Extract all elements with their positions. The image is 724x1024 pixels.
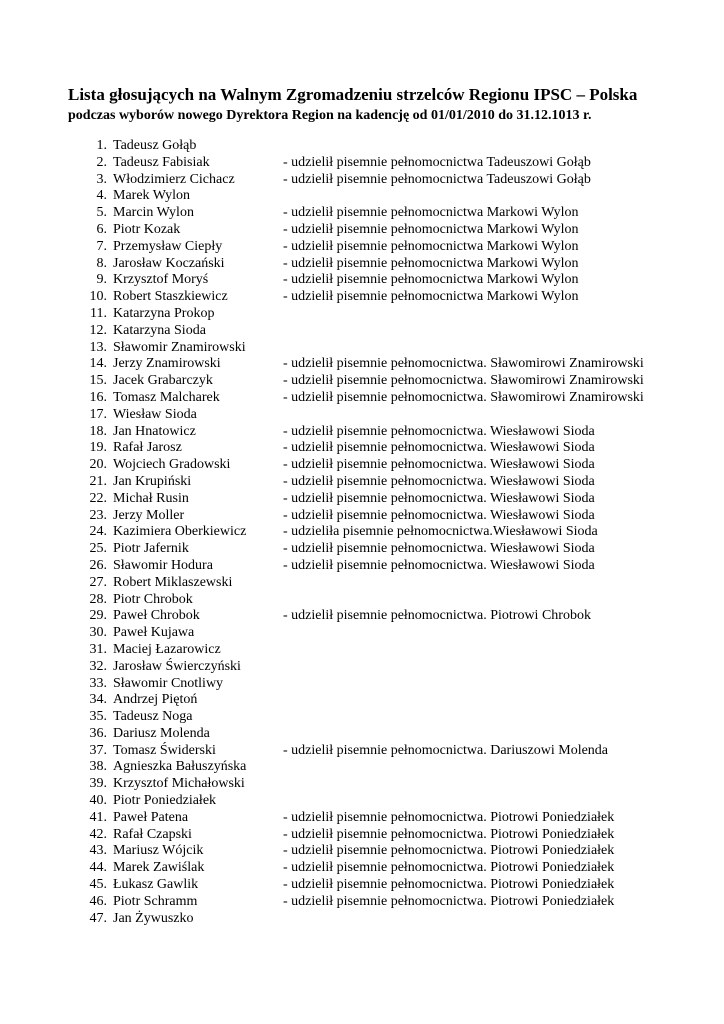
list-item-number: 31. bbox=[89, 641, 107, 657]
proxy-note: - udzielił pisemnie pełnomocnictwa. Piotrowi Poniedziałek bbox=[283, 860, 615, 876]
list-item-number: 7. bbox=[96, 238, 107, 254]
list-item-number: 10. bbox=[89, 289, 107, 305]
voter-name: Sławomir Znamirowski bbox=[113, 339, 246, 355]
list-item bbox=[0, 340, 724, 357]
list-item-number: 13. bbox=[89, 339, 107, 355]
list-item-number: 30. bbox=[89, 625, 107, 641]
list-item-number: 25. bbox=[89, 541, 107, 557]
voter-name: Jerzy Moller bbox=[113, 507, 185, 523]
list-item bbox=[0, 743, 724, 760]
voter-name: Wiesław Sioda bbox=[113, 406, 197, 422]
list-item bbox=[0, 424, 724, 441]
voter-name: Łukasz Gawlik bbox=[113, 877, 199, 893]
voter-name: Rafał Czapski bbox=[113, 826, 192, 842]
list-item bbox=[0, 457, 724, 474]
list-item bbox=[0, 222, 724, 239]
voter-name: Sławomir Hodura bbox=[113, 557, 213, 573]
list-item-number: 37. bbox=[89, 742, 107, 758]
list-item bbox=[0, 239, 724, 256]
proxy-note: - udzielił pisemnie pełnomocnictwa Markowi Wylon bbox=[283, 289, 579, 305]
proxy-note: - udzielił pisemnie pełnomocnictwa. Wiesławowi Sioda bbox=[283, 490, 595, 506]
proxy-note: - udzielił pisemnie pełnomocnictwa Markowi Wylon bbox=[283, 205, 579, 221]
list-item bbox=[0, 843, 724, 860]
voter-name: Paweł Kujawa bbox=[113, 625, 195, 641]
proxy-note: - udzielił pisemnie pełnomocnictwa. Wiesławowi Sioda bbox=[283, 541, 595, 557]
document-subtitle: podczas wyborów nowego Dyrektora Region na kadencję od 01/01/2010 do 31.12.1013 r. bbox=[68, 108, 592, 123]
proxy-note: - udzielił pisemnie pełnomocnictwa Tadeuszowi Gołąb bbox=[283, 171, 591, 187]
proxy-note: - udzielił pisemnie pełnomocnictwa Markowi Wylon bbox=[283, 221, 579, 237]
list-item-number: 39. bbox=[89, 776, 107, 792]
voter-name: Maciej Łazarowicz bbox=[113, 641, 221, 657]
list-item bbox=[0, 256, 724, 273]
voter-name: Agnieszka Bałuszyńska bbox=[113, 759, 247, 775]
list-item-number: 28. bbox=[89, 591, 107, 607]
list-item bbox=[0, 575, 724, 592]
list-item-number: 46. bbox=[89, 893, 107, 909]
proxy-note: - udzielił pisemnie pełnomocnictwa. Wiesławowi Sioda bbox=[283, 423, 595, 439]
list-item-number: 27. bbox=[89, 574, 107, 590]
list-item-number: 45. bbox=[89, 877, 107, 893]
proxy-note: - udzielił pisemnie pełnomocnictwa. Piotrowi Chrobok bbox=[283, 608, 591, 624]
voter-name: Paweł Patena bbox=[113, 809, 189, 825]
voter-name: Piotr Schramm bbox=[113, 893, 198, 909]
voter-name: Michał Rusin bbox=[113, 490, 189, 506]
proxy-note: - udzielił pisemnie pełnomocnictwa Markowi Wylon bbox=[283, 272, 579, 288]
list-item bbox=[0, 709, 724, 726]
voter-name: Piotr Chrobok bbox=[113, 591, 193, 607]
list-item bbox=[0, 759, 724, 776]
list-item bbox=[0, 625, 724, 642]
list-item bbox=[0, 306, 724, 323]
voter-name: Robert Miklaszewski bbox=[113, 574, 233, 590]
list-item-number: 36. bbox=[89, 725, 107, 741]
list-item bbox=[0, 373, 724, 390]
proxy-note: - udzielił pisemnie pełnomocnictwa Tadeuszowi Gołąb bbox=[283, 154, 591, 170]
proxy-note: - udzielił pisemnie pełnomocnictwa. Sławomirowi Znamirowski bbox=[283, 373, 644, 389]
list-item-number: 23. bbox=[89, 507, 107, 523]
proxy-note: - udzielił pisemnie pełnomocnictwa Markowi Wylon bbox=[283, 255, 579, 271]
list-item bbox=[0, 172, 724, 189]
voter-name: Krzysztof Moryś bbox=[113, 272, 209, 288]
list-item-number: 29. bbox=[89, 608, 107, 624]
list-item-number: 18. bbox=[89, 423, 107, 439]
voter-name: Katarzyna Prokop bbox=[113, 305, 215, 321]
list-item bbox=[0, 541, 724, 558]
list-item-number: 42. bbox=[89, 826, 107, 842]
list-item bbox=[0, 474, 724, 491]
list-item bbox=[0, 608, 724, 625]
list-item-number: 43. bbox=[89, 843, 107, 859]
list-item-number: 12. bbox=[89, 322, 107, 338]
voter-name: Jacek Grabarczyk bbox=[113, 373, 213, 389]
proxy-note: - udzielił pisemnie pełnomocnictwa. Wiesławowi Sioda bbox=[283, 440, 595, 456]
list-item bbox=[0, 390, 724, 407]
voter-name: Marek Wylon bbox=[113, 188, 191, 204]
list-item bbox=[0, 188, 724, 205]
list-item-number: 35. bbox=[89, 709, 107, 725]
list-item-number: 5. bbox=[96, 205, 107, 221]
list-item bbox=[0, 440, 724, 457]
list-item bbox=[0, 726, 724, 743]
list-item-number: 34. bbox=[89, 692, 107, 708]
list-item bbox=[0, 692, 724, 709]
list-item bbox=[0, 592, 724, 609]
list-item bbox=[0, 289, 724, 306]
voter-name: Tadeusz Noga bbox=[113, 709, 193, 725]
voter-name: Tomasz Świderski bbox=[113, 742, 216, 758]
voter-name: Kazimiera Oberkiewicz bbox=[113, 524, 247, 540]
voter-name: Piotr Kozak bbox=[113, 221, 181, 237]
voter-name: Robert Staszkiewicz bbox=[113, 289, 228, 305]
voter-name: Paweł Chrobok bbox=[113, 608, 200, 624]
list-item-number: 11. bbox=[90, 305, 107, 321]
voter-name: Andrzej Piętoń bbox=[113, 692, 198, 708]
list-item bbox=[0, 642, 724, 659]
list-item bbox=[0, 272, 724, 289]
list-item-number: 15. bbox=[89, 373, 107, 389]
voter-name: Mariusz Wójcik bbox=[113, 843, 204, 859]
voter-name: Tomasz Malcharek bbox=[113, 389, 220, 405]
voter-list bbox=[0, 138, 724, 927]
list-item-number: 40. bbox=[89, 793, 107, 809]
list-item bbox=[0, 676, 724, 693]
proxy-note: - udzielił pisemnie pełnomocnictwa. Sławomirowi Znamirowski bbox=[283, 356, 644, 372]
proxy-note: - udzielił pisemnie pełnomocnictwa. Dariuszowi Molenda bbox=[283, 742, 609, 758]
voter-name: Dariusz Molenda bbox=[113, 725, 210, 741]
list-item bbox=[0, 524, 724, 541]
list-item bbox=[0, 356, 724, 373]
list-item-number: 33. bbox=[89, 675, 107, 691]
list-item-number: 32. bbox=[89, 658, 107, 674]
voter-name: Tadeusz Gołąb bbox=[113, 138, 197, 153]
voter-name: Jan Hnatowicz bbox=[113, 423, 196, 439]
list-item bbox=[0, 407, 724, 424]
proxy-note: - udzielił pisemnie pełnomocnictwa. Sławomirowi Znamirowski bbox=[283, 389, 644, 405]
list-item bbox=[0, 205, 724, 222]
list-item-number: 24. bbox=[89, 524, 107, 540]
list-item bbox=[0, 911, 724, 928]
list-item-number: 26. bbox=[89, 557, 107, 573]
list-item-number: 47. bbox=[89, 910, 107, 926]
voter-name: Jarosław Świerczyński bbox=[113, 658, 241, 674]
voter-name: Sławomir Cnotliwy bbox=[113, 675, 224, 691]
list-item-number: 4. bbox=[96, 188, 107, 204]
voter-name: Włodzimierz Cichacz bbox=[113, 171, 235, 187]
list-item-number: 8. bbox=[96, 255, 107, 271]
voter-name: Piotr Poniedziałek bbox=[113, 793, 217, 809]
list-item bbox=[0, 155, 724, 172]
voter-name: Jerzy Znamirowski bbox=[113, 356, 221, 372]
list-item bbox=[0, 793, 724, 810]
list-item bbox=[0, 491, 724, 508]
list-item-number: 1. bbox=[96, 138, 107, 153]
voter-name: Wojciech Gradowski bbox=[113, 457, 231, 473]
voter-name: Marcin Wylon bbox=[113, 205, 194, 221]
proxy-note: - udzielił pisemnie pełnomocnictwa. Piotrowi Poniedziałek bbox=[283, 809, 615, 825]
voter-name: Piotr Jafernik bbox=[113, 541, 189, 557]
list-item bbox=[0, 776, 724, 793]
list-item-number: 19. bbox=[89, 440, 107, 456]
proxy-note: - udzielił pisemnie pełnomocnictwa. Wiesławowi Sioda bbox=[283, 507, 595, 523]
list-item bbox=[0, 138, 724, 155]
voter-name: Marek Zawiślak bbox=[113, 860, 205, 876]
list-item bbox=[0, 860, 724, 877]
list-item-number: 22. bbox=[89, 490, 107, 506]
document-title: Lista głosujących na Walnym Zgromadzeniu strzelców Regionu IPSC – Polska bbox=[68, 85, 638, 104]
list-item bbox=[0, 558, 724, 575]
list-item-number: 3. bbox=[96, 171, 107, 187]
proxy-note: - udzieliła pisemnie pełnomocnictwa.Wiesławowi Sioda bbox=[283, 524, 598, 540]
proxy-note: - udzielił pisemnie pełnomocnictwa Markowi Wylon bbox=[283, 238, 579, 254]
list-item-number: 9. bbox=[96, 272, 107, 288]
voter-name: Krzysztof Michałowski bbox=[113, 776, 245, 792]
voter-name: Katarzyna Sioda bbox=[113, 322, 206, 338]
voter-name: Rafał Jarosz bbox=[113, 440, 182, 456]
list-item bbox=[0, 894, 724, 911]
proxy-note: - udzielił pisemnie pełnomocnictwa. Piotrowi Poniedziałek bbox=[283, 826, 615, 842]
list-item-number: 44. bbox=[89, 860, 107, 876]
list-item-number: 16. bbox=[89, 389, 107, 405]
proxy-note: - udzielił pisemnie pełnomocnictwa. Piotrowi Poniedziałek bbox=[283, 877, 615, 893]
proxy-note: - udzielił pisemnie pełnomocnictwa. Piotrowi Poniedziałek bbox=[283, 843, 615, 859]
voter-name: Przemysław Ciepły bbox=[113, 238, 223, 254]
voter-name: Jarosław Koczański bbox=[113, 255, 225, 271]
list-item-number: 20. bbox=[89, 457, 107, 473]
voter-name: Jan Krupiński bbox=[113, 473, 192, 489]
list-item bbox=[0, 323, 724, 340]
proxy-note: - udzielił pisemnie pełnomocnictwa. Piotrowi Poniedziałek bbox=[283, 893, 615, 909]
voter-name: Tadeusz Fabisiak bbox=[113, 154, 210, 170]
list-item-number: 17. bbox=[89, 406, 107, 422]
list-item bbox=[0, 877, 724, 894]
list-item-number: 41. bbox=[89, 809, 107, 825]
list-item-number: 2. bbox=[96, 154, 107, 170]
list-item-number: 21. bbox=[89, 473, 107, 489]
list-item-number: 38. bbox=[89, 759, 107, 775]
proxy-note: - udzielił pisemnie pełnomocnictwa. Wiesławowi Sioda bbox=[283, 457, 595, 473]
list-item-number: 14. bbox=[89, 356, 107, 372]
list-item bbox=[0, 659, 724, 676]
proxy-note: - udzielił pisemnie pełnomocnictwa. Wiesławowi Sioda bbox=[283, 473, 595, 489]
voter-name: Jan Żywuszko bbox=[113, 910, 194, 926]
list-item bbox=[0, 810, 724, 827]
proxy-note: - udzielił pisemnie pełnomocnictwa. Wiesławowi Sioda bbox=[283, 557, 595, 573]
list-item bbox=[0, 827, 724, 844]
list-item bbox=[0, 508, 724, 525]
list-item-number: 6. bbox=[96, 221, 107, 237]
